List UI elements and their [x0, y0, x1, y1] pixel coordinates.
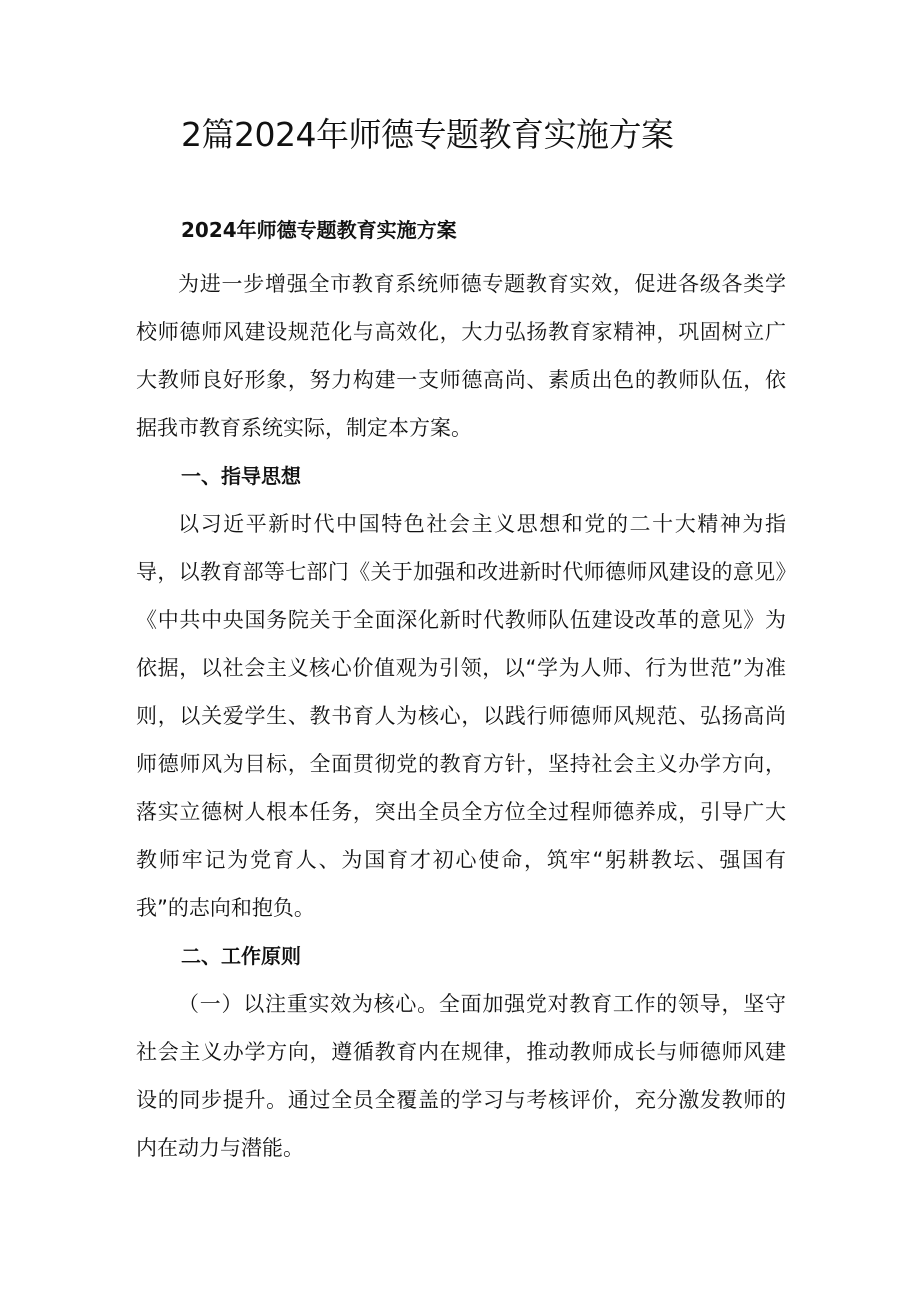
- document-body: [136, 260, 786, 1172]
- section-heading-work-principles: 二、工作原则: [181, 944, 301, 968]
- guiding-ideology-paragraph: 以习近平新时代中国特色社会主义思想和党的二十大精神为指导，以教育部等七部门《关于加强和改进新时代师德师风建设的意见》《中共中央国务院关于全面深化新时代教师队伍建设改革的意见》为依据，以社会主义核心价值观为引领，以“学为人师、行为世范”为准则，以关爱学生、教书育人为核心，以践行师德师风规范、弘扬高尚师德师风为目标，全面贯彻党的教育方针，坚持社会主义办学方向，落实立德树人根本任务，突出全员全方位全过程师德养成，引导广大教师牢记为党育人、为国育才初心使命，筑牢“躬耕教坛、强国有我”的志向和抱负。: [136, 512, 786, 920]
- work-principles-paragraph: （一）以注重实效为核心。全面加强党对教育工作的领导，坚守社会主义办学方向，遵循教育内在规律，推动教师成长与师德师风建设的同步提升。通过全员全覆盖的学习与考核评价，充分激发教师的内在动力与潜能。: [136, 992, 786, 1160]
- document-title: 2篇2024年师德专题教育实施方案: [181, 115, 674, 154]
- section-heading-guiding-ideology: 一、指导思想: [181, 464, 301, 488]
- document-subtitle: 2024年师德专题教育实施方案: [181, 218, 457, 242]
- intro-paragraph: 为进一步增强全市教育系统师德专题教育实效，促进各级各类学校师德师风建设规范化与高效化，大力弘扬教育家精神，巩固树立广大教师良好形象，努力构建一支师德高尚、素质出色的教师队伍，依据我市教育系统实际，制定本方案。: [136, 272, 786, 440]
